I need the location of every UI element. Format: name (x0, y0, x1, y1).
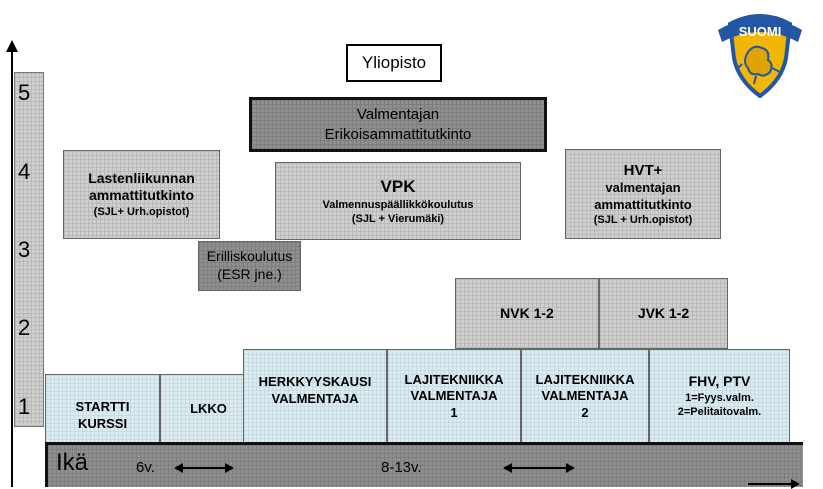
laji2-line1: LAJITEKNIIKKA (535, 371, 635, 387)
valmentajan-line2: Erikoisammattitutkinto (324, 125, 472, 143)
startti-line1: STARTTI (75, 399, 130, 415)
lkko-label: LKKO (190, 400, 227, 416)
level-5: 5 (18, 80, 31, 105)
herkkyys-line1: HERKKYYSKAUSI (258, 374, 372, 389)
level-3: 3 (18, 237, 31, 262)
yliopisto-label: Yliopisto (361, 53, 427, 73)
erillis-line2: (ESR jne.) (217, 266, 282, 282)
erillis-line1: Erilliskoulutus (206, 248, 293, 265)
age-label: Ikä (56, 449, 89, 476)
lion-crest-icon (712, 8, 808, 98)
fhv-line1: FHV, PTV (688, 373, 751, 390)
laji1-line1: LAJITEKNIIKKA (404, 371, 504, 387)
laji1-line3: 1 (450, 404, 458, 420)
hvt-line3: ammattitutkinto (594, 196, 692, 212)
hvt-line1: HVT+ (623, 161, 663, 179)
valmentajan-erikoisammattitutkinto-box (249, 97, 547, 152)
lajitekniikka-2-box (521, 349, 649, 444)
suomi-logo (712, 8, 808, 98)
level-4: 4 (18, 159, 31, 184)
hvt-box (565, 149, 721, 239)
herkkyyskausi-box (243, 349, 387, 444)
vpk-box (275, 162, 521, 240)
vpk-line3: (SJL + Vierumäki) (351, 212, 445, 225)
startti-kurssi-box (45, 374, 160, 444)
hvt-line2: valmentajan (605, 179, 681, 195)
lastenliikunnan-line3: (SJL+ Urh.opistot) (93, 206, 190, 219)
lastenliikunnan-line2: ammattitutkinto (89, 187, 194, 204)
lajitekniikka-1-box (387, 349, 521, 444)
jvk-box (599, 278, 728, 349)
fhv-line3: 2=Pelitaitovalm. (677, 406, 762, 419)
age-6v: 6v. (136, 459, 155, 476)
lastenliikunnan-box (63, 150, 220, 239)
vpk-line2: Valmennuspäällikkökoulutus (322, 198, 474, 211)
herkkyys-line2: VALMENTAJA (271, 390, 359, 406)
laji1-line2: VALMENTAJA (410, 388, 498, 404)
vpk-line1: VPK (380, 177, 416, 197)
level-1: 1 (18, 394, 31, 419)
laji2-line3: 2 (581, 404, 589, 420)
erilliskoulutus-box (198, 241, 301, 291)
hvt-line4: (SJL + Urh.opistot) (593, 214, 693, 227)
lastenliikunnan-line1: Lastenliikunnan (88, 169, 195, 186)
fhv-line2: 1=Fyys.valm. (685, 392, 754, 405)
level-2: 2 (18, 315, 31, 340)
startti-line2: KURSSI (77, 416, 128, 431)
age-arrow-left-icon (174, 463, 234, 475)
fhv-ptv-box (649, 349, 790, 444)
age-arrow-right-icon (503, 463, 575, 475)
valmentajan-line1: Valmentajan (356, 106, 440, 124)
yliopisto-box (346, 44, 442, 82)
jvk-label: JVK 1-2 (637, 304, 690, 321)
vertical-axis (11, 50, 13, 487)
age-axis-arrow-icon (748, 479, 800, 489)
logo-text: SUOMI (738, 24, 782, 39)
laji2-line2: VALMENTAJA (541, 388, 629, 404)
nvk-box (455, 278, 599, 349)
nvk-label: NVK 1-2 (500, 304, 554, 321)
age-8-13v: 8-13v. (381, 459, 422, 476)
age-bar (45, 442, 803, 487)
